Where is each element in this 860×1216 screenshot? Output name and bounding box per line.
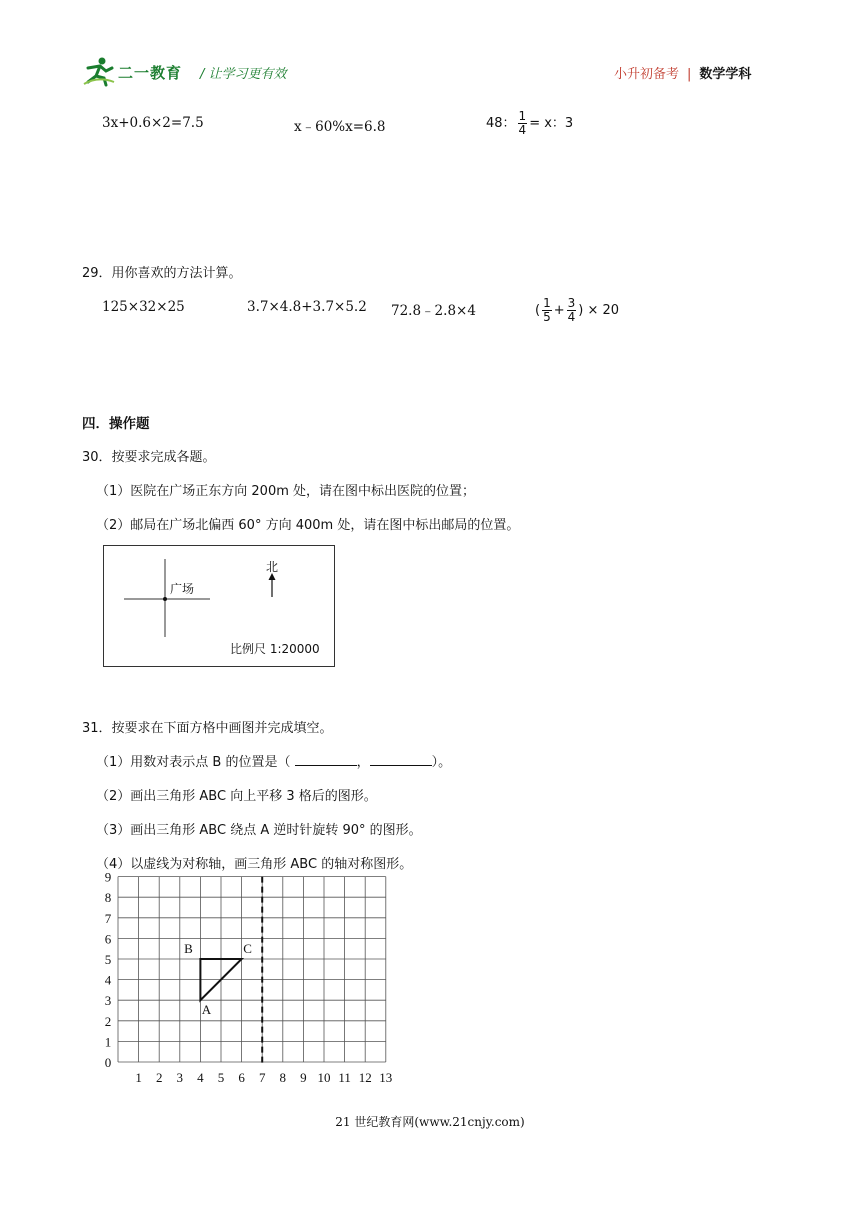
y-tick-label: 8	[104, 890, 112, 906]
q31-title: 31．按要求在下面方格中画图并完成填空。	[82, 721, 333, 736]
slogan: / 让学习更有效	[200, 67, 287, 82]
equation-2: x﹣60%x=6.8	[294, 119, 386, 135]
q31-part-3: （3）画出三角形 ABC 绕点 A 逆时针旋转 90° 的图形。	[96, 823, 422, 838]
logo	[82, 56, 192, 90]
point-label-a: A	[201, 1002, 212, 1018]
x-tick-label: 8	[279, 1070, 287, 1085]
footer: 21 世纪教育网(www.21cnjy.com)	[335, 1115, 525, 1129]
point-label-c: C	[243, 941, 252, 956]
q31-comma: ，	[356, 755, 370, 770]
point-label-b: B	[184, 941, 193, 956]
equation-3-prefix: 48：	[486, 116, 516, 132]
answer-blank-x[interactable]	[295, 753, 357, 766]
fraction-three-quarters: $\frac{3}{4}$	[567, 296, 576, 325]
section-title: 四．操作题	[82, 416, 150, 432]
q30-title: 30．按要求完成各题。	[82, 450, 216, 465]
answer-blank-y[interactable]	[370, 753, 432, 766]
q30-part-1: （1）医院在广场正东方向 200m 处，请在图中标出医院的位置；	[96, 484, 476, 499]
y-tick-label: 7	[104, 910, 112, 926]
x-tick-label: 3	[176, 1070, 184, 1085]
x-tick-label: 2	[155, 1070, 163, 1085]
equation-1: 3x+0.6×2=7.5	[102, 115, 204, 131]
q30-part-2: （2）邮局在广场北偏西 60° 方向 400m 处，请在图中标出邮局的位置。	[96, 518, 520, 533]
y-tick-label: 9	[104, 869, 112, 885]
runner-logo-icon	[82, 56, 116, 86]
q31-part-1-suffix: ）。	[431, 755, 452, 770]
plaza-label: 广场	[170, 582, 195, 596]
x-tick-label: 10	[317, 1070, 331, 1085]
q31-part-1-prefix: （1）用数对表示点 B 的位置是（	[96, 755, 291, 770]
x-tick-label: 5	[217, 1070, 225, 1085]
north-label: 北	[266, 560, 279, 574]
q31-part-1	[96, 751, 451, 770]
x-tick-label: 4	[197, 1070, 204, 1085]
y-tick-label: 0	[104, 1055, 112, 1070]
fraction-one-quarter: $\frac{1}{4}$	[518, 109, 527, 138]
map-diagram	[103, 545, 335, 667]
scale-label: 比例尺 1:20000	[230, 642, 320, 656]
header-label: 小升初备考	[614, 67, 680, 82]
q31-part-2: （2）画出三角形 ABC 向上平移 3 格后的图形。	[96, 789, 377, 804]
y-tick-label: 1	[104, 1034, 112, 1050]
y-tick-label: 4	[104, 972, 112, 988]
x-tick-label: 9	[300, 1070, 307, 1085]
y-tick-label: 3	[104, 993, 112, 1009]
equation-3	[486, 110, 573, 137]
q31-part-4: （4）以虚线为对称轴，画三角形 ABC 的轴对称图形。	[96, 857, 413, 872]
x-tick-label: 11	[338, 1070, 351, 1085]
y-tick-label: 2	[104, 1013, 112, 1029]
x-tick-label: 13	[379, 1070, 393, 1085]
q29-calc-4	[535, 297, 619, 324]
paren-close: ) × 20	[578, 303, 620, 319]
q29-title: 29．用你喜欢的方法计算。	[82, 266, 242, 281]
header-right	[614, 63, 751, 82]
q29-calc-1: 125×32×25	[102, 299, 185, 315]
q29-calc-2: 3.7×4.8+3.7×5.2	[247, 299, 367, 315]
x-tick-label: 6	[238, 1070, 245, 1085]
x-tick-label: 1	[135, 1070, 142, 1085]
fraction-one-fifth: $\frac{1}{5}$	[543, 296, 551, 325]
header-separator: |	[687, 67, 692, 82]
x-tick-label: 12	[358, 1070, 372, 1085]
y-tick-label: 5	[104, 952, 112, 967]
plus-sign: +	[553, 303, 565, 319]
q29-calc-3: 72.8﹣2.8×4	[391, 303, 476, 319]
equation-3-suffix: = x：3	[529, 116, 574, 132]
logo-text: 二一教育	[118, 64, 183, 82]
paren-open: (	[535, 303, 541, 319]
x-tick-label: 7	[258, 1070, 266, 1085]
coordinate-grid	[96, 869, 406, 1095]
y-tick-label: 6	[104, 931, 112, 947]
header-subject: 数学学科	[699, 67, 752, 82]
